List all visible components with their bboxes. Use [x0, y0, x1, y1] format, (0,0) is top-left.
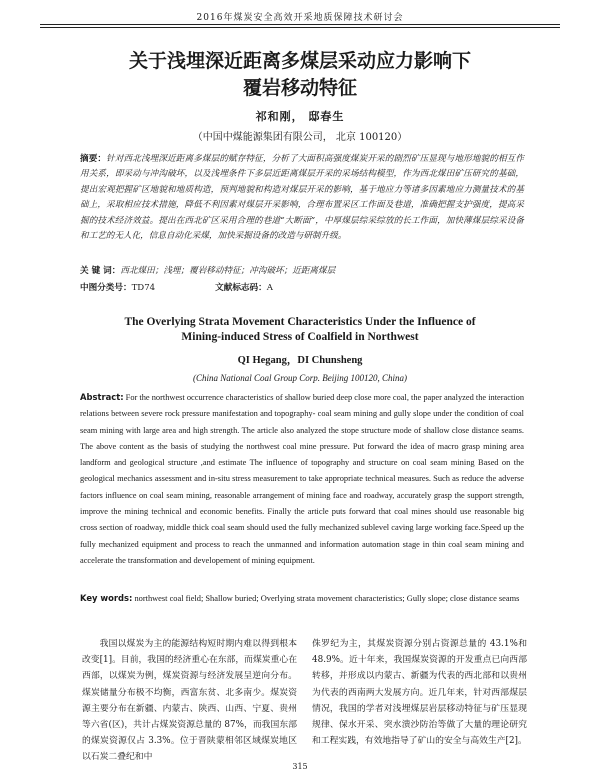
- doc-code-label: 文献标志码：: [215, 283, 267, 293]
- authors-en: QI Hegang，DI Chunsheng: [237, 355, 363, 366]
- abstract-en-text: For the northwest occurrence characteristics of shallow buried deep close more coal, the paper analyzed the interaction relations between severe rock pressure manifestation and topography- coal seam mining and gully slope under the condition of coal seam mining with large area and high strength. The article also analyzed the stope structure mode of shallow close distance seams. The above content as the basis of studying the northwest coal mine pressure. Put forward the idea of macro grasp mining area landform and geological structure ,and estimate The influence of topography and structure on coal seam mining Based on the geological mechanics assessment and in-situ stress measurement to take appropriate technical measures. Such as reduce the adverse factors influence on coal seam mining, reasonable arrangement of mining face and roadway, accurately grasp the support strength, improve the mining technical and economic benefits. Finally the article puts forward that coal mines should use reasonable big cross section of roadway, middle thick coal seam should used the fully mechanized sublevel caving large working face.Speed up the fully mechanized equipment and process to reach the unmanned and information automation stage in thin coal seam mining and accelerate the transformation and developement of mining equipment.: [80, 393, 525, 565]
- classification-line: [80, 281, 524, 293]
- keywords-cn: [80, 264, 524, 276]
- authors-cn: 祁和刚， 邸春生: [255, 110, 345, 123]
- title-en-line-1: The Overlying Strata Movement Characteristics Under the Influence of: [124, 316, 476, 328]
- abstract-cn-label: 摘要：: [80, 154, 107, 164]
- abstract-en-label: Abstract:: [80, 392, 124, 402]
- affiliation-en: (China National Coal Group Corp. Beijing 100120, China): [193, 373, 407, 383]
- running-header: 2016年煤炭安全高效开采地质保障技术研讨会: [196, 13, 404, 23]
- paper-title-cn: [60, 48, 540, 102]
- title-line-2: 覆岩移动特征: [242, 77, 357, 99]
- body-column-right: 侏罗纪为主，其煤炭资源分别占资源总量的 43.1%和 48.9%。近十年来，我国煤炭资源的开发重点已向西部转移，并形成以内蒙古、新疆为代表的西北部和以贵州为代表的西南两大发展方向。近几年来，针对西部煤层情况，我国的学者对浅埋煤层岩层移动特征与矿压显现规律、保水开采、突水溃沙防治等做了大量的理论研究和工程实践，有效地指导了矿山的安全与高效生产[2]。: [312, 639, 527, 747]
- header-rule-thin: [40, 27, 560, 28]
- abstract-cn: [80, 152, 524, 244]
- paper-title-en: [70, 315, 530, 345]
- keywords-en: [80, 591, 524, 606]
- header-rule-thick: [40, 24, 560, 25]
- body-column-left: 我国以煤炭为主的能源结构短时期内难以得到根本改变[1]。目前，我国的经济重心在东部，而煤炭重心在西部，以煤炭为例，煤炭资源与经济发展呈逆向分布。煤炭储量分布极不均衡，西富东贫、北多南少。煤炭资源主要分布在新疆、内蒙古、陕西、山西、宁夏、贵州等六省(区)，共计占煤炭资源总量的 87%，而我国东部的煤炭资源仅占 3.3%。位于晋陕蒙相邻区域煤炭地区以石炭二叠纪和中: [82, 639, 297, 763]
- abstract-en: [80, 389, 524, 569]
- keywords-cn-label: 关 键 词：: [80, 266, 121, 276]
- title-en-line-2: Mining-induced Stress of Coalfield in Northwest: [181, 331, 419, 343]
- abstract-cn-text: 针对西北浅埋深近距离多煤层的赋存特征，分析了大面积高强度煤炭开采的剧烈矿压显现与地形地貌的相互作用关系，即采动与冲沟破坏，以及浅埋条件下多层近距离煤层开采的采场结构模型，作为西北煤田矿压研究的基础，提出宏观把握矿区地貌和地质构造，预判地貌和构造对煤层开采的影响，基于地应力等诸多因素地应力测量技术的基础上，采取相应技术措施，降低不利因素对煤层开采影响，合理布置采区工作面及巷道，准确把握支护强度，提高采掘的技术经济效益。提出在西北矿区采用合理的巷道“大断面”，中厚煤层综采综放的长工作面，加快薄煤层综采设备和工艺的无人化，信息自动化采煤，加快采掘设备的改造与研制升级。: [80, 154, 524, 242]
- keywords-en-label: Key words:: [80, 593, 133, 603]
- keywords-en-text: northwest coal field; Shallow buried; Overlying strata movement characteristics; Gully slope; close distance seams: [134, 594, 520, 603]
- clc-value: TD74: [131, 283, 156, 293]
- clc-label: 中图分类号：: [80, 283, 132, 293]
- keywords-cn-text: 西北煤田；浅埋；覆岩移动特征；冲沟破坏；近距离煤层: [120, 266, 336, 276]
- title-line-1: 关于浅埋深近距离多煤层采动应力影响下: [128, 50, 471, 72]
- doc-code-value: A: [266, 283, 273, 293]
- affiliation-cn: （中国中煤能源集团有限公司， 北京 100120）: [192, 132, 408, 143]
- page-number: 315: [292, 762, 308, 771]
